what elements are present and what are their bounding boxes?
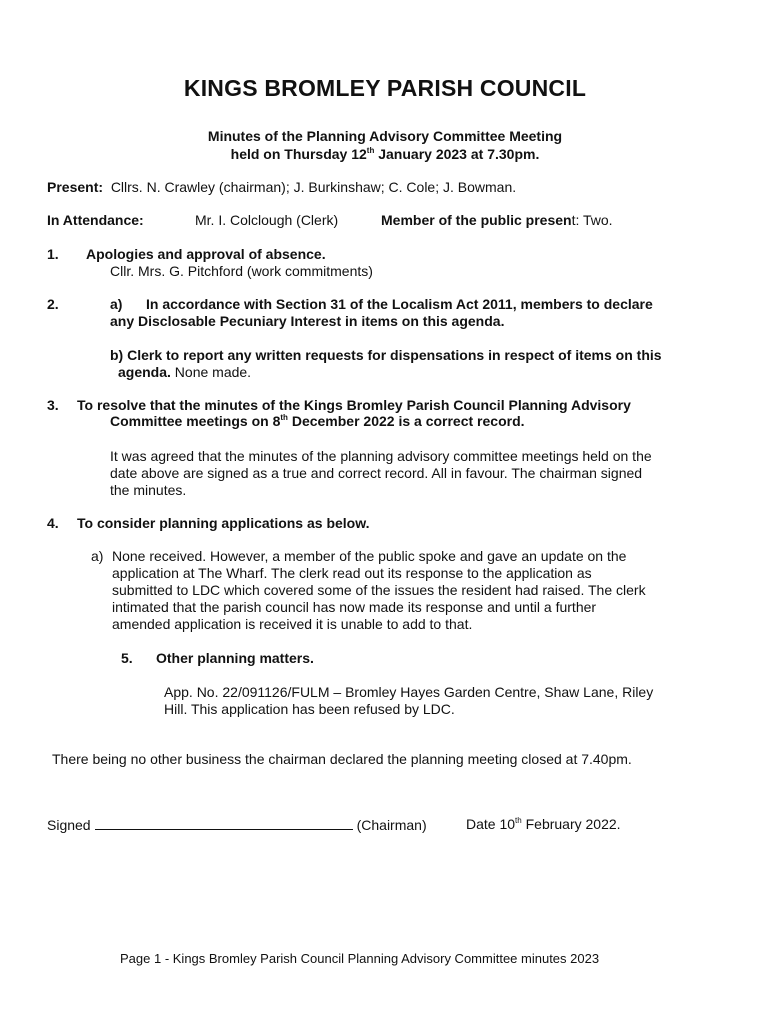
signature-date: Date 10th February 2022. xyxy=(466,816,621,832)
attendance-public: Member of the public present: Two. xyxy=(381,212,613,228)
item-2-number: 2. xyxy=(47,296,59,312)
subtitle-line-1: Minutes of the Planning Advisory Committee Meeting xyxy=(207,128,563,144)
page-title: KINGS BROMLEY PARISH COUNCIL xyxy=(183,75,587,101)
item-2b-line-1: b) Clerk to report any written requests for dispensations in respect of items on this xyxy=(110,347,662,363)
signature-blank xyxy=(95,816,353,830)
item-5-line-1: App. No. 22/091126/FULM – Bromley Hayes Garden Centre, Shaw Lane, Riley xyxy=(164,684,654,700)
present-line: Present: Cllrs. N. Crawley (chairman); J. Burkinshaw; C. Cole; J. Bowman. xyxy=(47,179,517,195)
item-4-number: 4. xyxy=(47,515,59,531)
attendance-label: In Attendance: xyxy=(47,212,144,228)
item-1-heading: Apologies and approval of absence. xyxy=(86,246,326,262)
item-3-number: 3. xyxy=(47,397,59,413)
item-5-heading: Other planning matters. xyxy=(156,650,314,666)
signed-label: Signed xyxy=(47,817,91,833)
item-4a-label: a) xyxy=(91,548,104,564)
item-2a-line-2: any Disclosable Pecuniary Interest in items on this agenda. xyxy=(110,313,505,329)
item-4a-line-5: amended application is received it is unable to add to that. xyxy=(112,616,473,632)
item-3-heading-line-2: Committee meetings on 8th December 2022 is a correct record. xyxy=(110,413,525,429)
item-4a-line-4: intimated that the parish council has now made its response and until a further xyxy=(112,599,597,615)
item-3-body-line-1: It was agreed that the minutes of the planning advisory committee meetings held on the xyxy=(110,448,652,464)
item-3-heading-line-1: To resolve that the minutes of the Kings Bromley Parish Council Planning Advisory xyxy=(77,397,631,413)
item-4a-line-3: submitted to LDC which covered some of the issues the resident had raised. The clerk xyxy=(112,582,646,598)
item-3-body-line-2: date above are signed as a true and correct record. All in favour. The chairman signed xyxy=(110,465,643,481)
signature-line xyxy=(47,816,427,834)
item-1-text: Cllr. Mrs. G. Pitchford (work commitments) xyxy=(110,263,373,279)
chairman-label: (Chairman) xyxy=(356,817,427,833)
item-3-body-line-3: the minutes. xyxy=(110,482,187,498)
attendance-clerk: Mr. I. Colclough (Clerk) xyxy=(195,212,339,228)
closing-statement: There being no other business the chairman declared the planning meeting closed at 7.40pm. xyxy=(52,751,632,767)
item-5-number: 5. xyxy=(121,650,133,666)
item-4-heading: To consider planning applications as below. xyxy=(77,515,370,531)
item-4a-line-1: None received. However, a member of the public spoke and gave an update on the xyxy=(112,548,627,564)
item-2a-line-1: In accordance with Section 31 of the Localism Act 2011, members to declare xyxy=(146,296,653,312)
subtitle-line-2: held on Thursday 12th January 2023 at 7.30pm. xyxy=(230,146,540,162)
item-4a-line-2: application at The Wharf. The clerk read out its response to the application as xyxy=(112,565,592,581)
item-5-line-2: Hill. This application has been refused by LDC. xyxy=(164,701,455,717)
item-2a-label: a) xyxy=(110,296,123,312)
item-1-number: 1. xyxy=(47,246,59,262)
item-2b-line-2: agenda. None made. xyxy=(118,364,252,380)
page-footer: Page 1 - Kings Bromley Parish Council Planning Advisory Committee minutes 2023 xyxy=(120,951,600,966)
